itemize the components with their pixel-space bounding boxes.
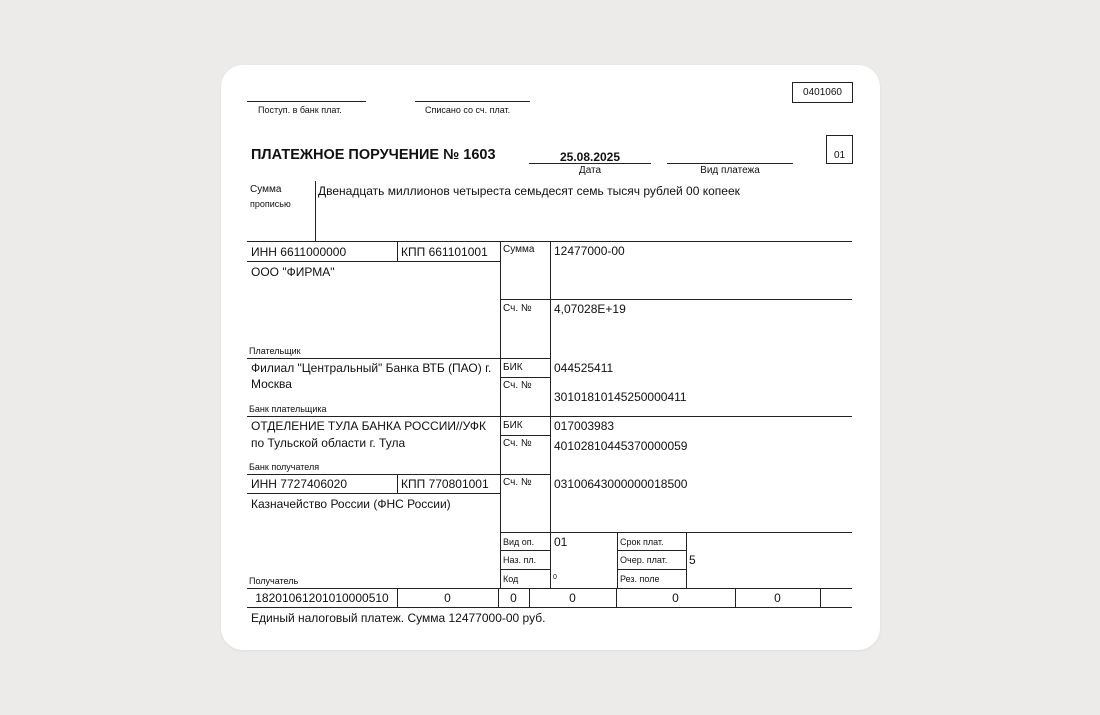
grid-line	[500, 435, 550, 436]
grid-line	[500, 377, 550, 378]
priority-label: Очер. плат.	[620, 555, 668, 565]
grid-line	[500, 299, 852, 300]
payee-account-value: 03100643000000018500	[554, 477, 688, 491]
due-label: Срок плат.	[620, 537, 664, 547]
grid-line	[247, 607, 852, 608]
grid-line	[247, 261, 500, 262]
amount-value: 12477000-00	[554, 244, 625, 258]
op-type-label: Вид оп.	[503, 537, 535, 547]
op-type-value: 01	[554, 535, 568, 549]
amount-label: Сумма	[503, 244, 535, 255]
grid-line	[247, 358, 550, 359]
grid-line	[617, 550, 686, 551]
payer-bank-label: Банк плательщика	[249, 404, 327, 414]
tax-field-kbk: 18201061201010000510	[255, 591, 389, 605]
grid-line	[397, 474, 398, 493]
purpose-code-label: Наз. пл.	[503, 555, 537, 565]
date-value: 25.08.2025	[559, 150, 621, 164]
document-title: ПЛАТЕЖНОЕ ПОРУЧЕНИЕ № 1603	[251, 147, 496, 163]
grid-line	[617, 532, 618, 588]
payee-bank-label: Банк получателя	[249, 462, 320, 472]
payer-bik-value: 044525411	[554, 361, 614, 375]
payer-kpp: КПП 661101001	[401, 245, 488, 259]
payer-bank-name-1: Филиал "Центральный" Банка ВТБ (ПАО) г.	[251, 361, 492, 375]
grid-line	[397, 241, 398, 261]
payer-account-value: 4,07028E+19	[554, 302, 626, 316]
payee-name: Казначейство России (ФНС России)	[251, 497, 451, 511]
code-label: Код	[503, 574, 519, 584]
payee-kpp: КПП 770801001	[401, 477, 489, 491]
tax-field-doc-number: 0	[672, 591, 679, 605]
payee-inn: ИНН 7727406020	[251, 477, 348, 491]
tax-field-doc-date: 0	[774, 591, 781, 605]
payee-bik-value: 017003983	[554, 419, 615, 433]
reserve-label: Рез. поле	[620, 574, 660, 584]
payment-type-line	[667, 163, 793, 164]
grid-line	[500, 550, 550, 551]
payee-bik-label: БИК	[503, 420, 523, 431]
payer-bank-account-label: Сч. №	[503, 380, 532, 391]
grid-line	[550, 241, 551, 588]
code-value: 0	[553, 574, 557, 581]
payment-type-label: Вид платежа	[700, 165, 760, 176]
amount-words-divider	[315, 181, 316, 241]
payee-bank-account-value: 40102810445370000059	[554, 439, 688, 453]
grid-line	[500, 241, 501, 588]
grid-line	[686, 532, 687, 588]
amount-words-value: Двенадцать миллионов четыреста семьдесят семь тысяч рублей 00 копеек	[318, 184, 740, 198]
tax-field-basis: 0	[510, 591, 517, 605]
payee-account-label: Сч. №	[503, 477, 532, 488]
payee-label: Получатель	[249, 576, 299, 586]
priority-value: 5	[689, 553, 696, 567]
debited-label: Списано со сч. плат.	[425, 105, 511, 115]
date-label: Дата	[578, 165, 602, 176]
payee-bank-name-2: по Тульской области г. Тула	[251, 436, 406, 450]
received-label: Поступ. в банк плат.	[258, 105, 342, 115]
payee-bank-account-label: Сч. №	[503, 438, 532, 449]
payer-label: Плательщик	[249, 346, 301, 356]
status-code-box	[826, 135, 853, 164]
grid-line	[247, 474, 550, 475]
grid-line	[500, 569, 550, 570]
payer-account-label: Сч. №	[503, 303, 532, 314]
payment-purpose: Единый налоговый платеж. Сумма 12477000-00 руб.	[251, 611, 546, 625]
debited-line	[415, 101, 530, 102]
received-line	[247, 101, 366, 102]
payer-bank-account-value: 30101810145250000411	[554, 390, 687, 404]
amount-words-label-1: Сумма	[250, 184, 282, 195]
grid-line	[617, 569, 686, 570]
amount-words-label-2: прописью	[250, 199, 291, 209]
status-code: 01	[833, 150, 846, 161]
date-line	[529, 163, 651, 164]
payee-bank-name-1: ОТДЕЛЕНИЕ ТУЛА БАНКА РОССИИ//УФК	[251, 419, 486, 433]
payer-bik-label: БИК	[503, 362, 523, 373]
grid-line	[247, 588, 852, 589]
grid-line	[247, 493, 500, 494]
form-code-box: 0401060	[792, 82, 853, 103]
payer-name: ООО "ФИРМА"	[251, 265, 335, 279]
tax-field-oktmo: 0	[444, 591, 451, 605]
grid-line	[500, 532, 852, 533]
payer-bank-name-2: Москва	[251, 377, 292, 391]
tax-field-period: 0	[569, 591, 576, 605]
grid-line	[820, 588, 821, 607]
payer-inn: ИНН 6611000000	[251, 245, 347, 259]
